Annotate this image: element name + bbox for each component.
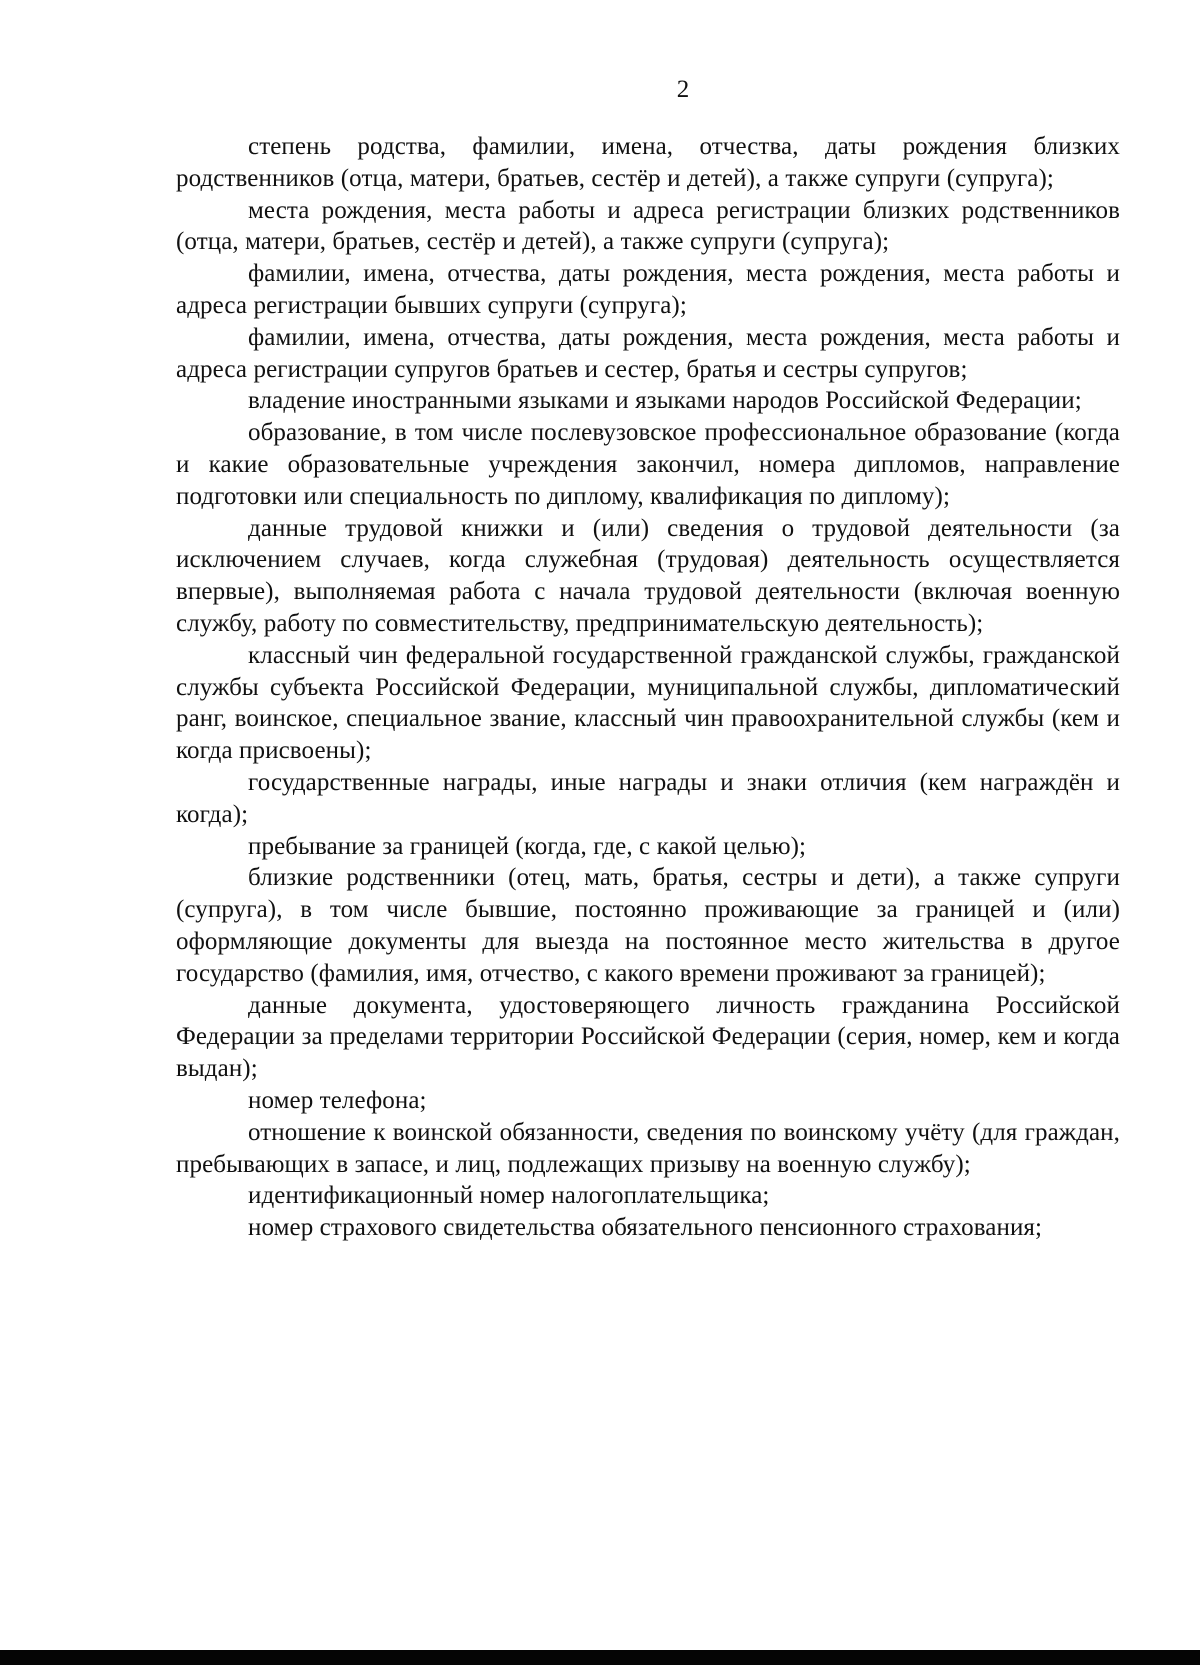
- paragraph-education: образование, в том числе послевузовское профессиональное образование (когда и какие образовательные учреждения закончил, номера дипломов, направление подготовки или специальность по диплому, квалификация по диплому);: [176, 419, 1120, 510]
- paragraph-relatives-birthplaces: места рождения, места работы и адреса регистрации близких родственников (отца, матери, братьев, сестёр и детей), а также супруги (супруга);: [176, 196, 1120, 256]
- page-number: 2: [676, 76, 690, 103]
- paragraph-former-spouse: фамилии, имена, отчества, даты рождения, места рождения, места работы и адреса регистрации бывших супруги (супруга);: [176, 260, 1120, 319]
- paragraph-class-rank: классный чин федеральной государственной гражданской службы, гражданской службы субъекта Российской Федерации, муниципальной службы, дипломатический ранг, воинское, специальное звание, классный чин правоохранительной службы (кем и когда присвоены);: [176, 641, 1120, 765]
- paragraph-awards: государственные награды, иные награды и знаки отличия (кем награждён и когда);: [176, 768, 1120, 828]
- paragraph-kinship: степень родства, фамилии, имена, отчества, даты рождения близких родственников (отца, матери, братьев, сестёр и детей), а также супруги (супруга);: [176, 133, 1120, 192]
- paragraph-taxpayer-id: идентификационный номер налогоплательщика;: [248, 1182, 770, 1210]
- scan-bottom-edge: [0, 1650, 1200, 1665]
- paragraph-phone: номер телефона;: [248, 1086, 427, 1114]
- paragraph-stay-abroad: пребывание за границей (когда, где, с какой целью);: [248, 832, 807, 860]
- document-body: [176, 131, 1120, 1244]
- paragraph-relatives-abroad: близкие родственники (отец, мать, братья, сестры и дети), а также супруги (супруга), в том числе бывшие, постоянно проживающие за границей и (или) оформляющие документы для выезда на постоянное место жительства в другое государство (фамилия, имя, отчество, с какого времени проживают за границей);: [176, 864, 1120, 987]
- paragraph-siblings-spouses: фамилии, имена, отчества, даты рождения, места рождения, места работы и адреса регистрации супругов братьев и сестер, братья и сестры супругов;: [176, 323, 1120, 383]
- paragraph-pension-insurance: номер страхового свидетельства обязательного пенсионного страхования;: [248, 1214, 1043, 1242]
- paragraph-languages: владение иностранными языками и языками народов Российской Федерации;: [248, 387, 1082, 415]
- paragraph-military-duty: отношение к воинской обязанности, сведения по воинскому учёту (для граждан, пребывающих в запасе, и лиц, подлежащих призыву на военную службу);: [176, 1118, 1120, 1178]
- paragraph-passport-abroad: данные документа, удостоверяющего личность гражданина Российской Федерации за пределами территории Российской Федерации (серия, номер, кем и когда выдан);: [176, 991, 1120, 1083]
- paragraph-employment-record: данные трудовой книжки и (или) сведения о трудовой деятельности (за исключением случаев, когда служебная (трудовая) деятельность осуществляется впервые), выполняемая работа с начала трудовой деятельности (включая военную службу, работу по совместительству, предпринимательскую деятельность);: [176, 514, 1120, 637]
